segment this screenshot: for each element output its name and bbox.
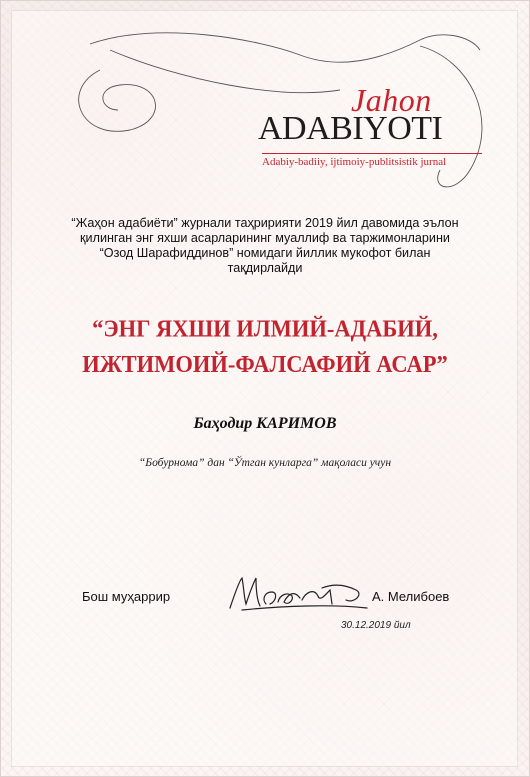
award-line: ИЖТИМОИЙ-ФАЛСАФИЙ АСАР” bbox=[82, 350, 448, 378]
editor-name: А. Мелибоев bbox=[372, 589, 450, 604]
flourish-cross bbox=[110, 50, 340, 93]
editor-label: Бош муҳаррир bbox=[82, 589, 171, 604]
logo-name: ADABIYOTI bbox=[258, 110, 443, 147]
award-title bbox=[40, 310, 490, 381]
intro-line: тақдирлайди bbox=[227, 261, 303, 275]
signature-date: 30.12.2019 йил bbox=[341, 620, 411, 631]
logo-tagline: Adabiy-badiiy, ijtimoiy-publitsistik jurnal bbox=[262, 156, 447, 168]
award-line: “ЭНГ ЯХШИ ИЛМИЙ-АДАБИЙ, bbox=[92, 314, 438, 342]
intro-line: “Озод Шарафиддинов” номидаги йиллик мукофот билан bbox=[99, 246, 431, 260]
intro-text bbox=[60, 216, 470, 276]
flourish-top bbox=[90, 33, 480, 62]
recipient-name: Баҳодир КАРИМОВ bbox=[193, 415, 337, 432]
logo-divider bbox=[262, 153, 482, 154]
award-reason: “Бобурнома” дан “Ўтган кунларга” мақоласи учун bbox=[138, 457, 392, 469]
intro-line: “Жаҳон адабиёти” журнали таҳририяти 2019 йил давомида эълон bbox=[71, 216, 459, 230]
intro-line: қилинган энг яхши асарларининг муаллиф ва таржимонларини bbox=[80, 231, 450, 245]
handwritten-signature bbox=[222, 570, 372, 615]
flourish-left-loop bbox=[79, 70, 156, 131]
logo-script-title: Jahon bbox=[351, 82, 432, 118]
